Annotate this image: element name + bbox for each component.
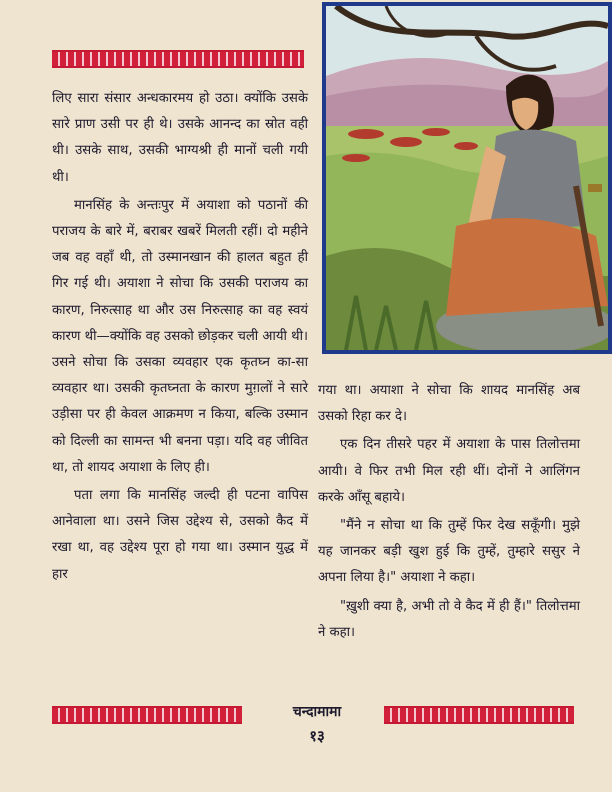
right-paragraph-3: "मैंने न सोचा था कि तुम्हें फिर देख सकूँगी। मुझे यह जानकर बड़ी खुश हुई कि तुम्हें, तुम्हारे ससुर ने अपना लिया है।" अयाशा ने कहा। (318, 518, 580, 586)
illustration-art (326, 6, 608, 350)
left-paragraph-3: पता लगा कि मानसिंह जल्दी ही पटना वापिस आनेवाला था। उसने जिस उद्देश्य से, उसको कैद में रखा था, वह उद्देश्य पूरा हो गया था। उस्मान युद्ध में हार (52, 488, 308, 582)
right-text-column (318, 378, 580, 648)
left-text-column (52, 86, 308, 590)
left-paragraph-2: मानसिंह के अन्तःपुर में अयाशा को पठानों की पराजय के बारे में, बराबर खबरें मिलती रहीं। दो महीने जब वह वहाँ थी, तो उस्मानखान की हालत बहुत ही गिर गई थी। अयाशा ने सोचा कि उसकी पराजय का कारण, निरुत्साह था और उस निरुत्साह का वह स्वयं कारण थी—क्योंकि वह उसको छोड़कर चली आयी थी। उसने सोचा कि उसका व्यवहार एक कृतघ्न का-सा व्यवहार था। उसकी कृतघ्नता के कारण मुग़लों ने सारे उड़ीसा पर ही केवल आक्रमण न किया, बल्कि उस्मान को दिल्ली का सामन्त भी बनना पड़ा। यदि वह जीवित था, तो शायद अयाशा के लिए ही। (52, 197, 308, 475)
right-paragraph-2: एक दिन तीसरे पहर में अयाशा के पास तिलोत्तमा आयी। वे फिर तभी मिल रही थीं। दोनों ने आलिंगन करके आँसू बहाये। (318, 437, 580, 505)
decorative-border-bottom-left (52, 706, 242, 724)
right-paragraph-4: "ख़ुशी क्या है, अभी तो वे कैद में ही हैं।" तिलोत्तमा ने कहा। (318, 598, 580, 640)
left-paragraph-1: लिए सारा संसार अन्धकारमय हो उठा। क्योंकि उसके सारे प्राण उसी पर ही थे। उसके आनन्द का स्रोत वही थी। उसके साथ, उसकी भाग्यश्री ही मानों चली गयी थी। (52, 91, 308, 185)
decorative-border-bottom-right (384, 706, 574, 724)
magazine-name: चन्दामामा (292, 704, 342, 720)
page-number: १३ (309, 727, 325, 745)
decorative-border-top (52, 50, 304, 68)
right-paragraph-1: गया था। अयाशा ने सोचा कि शायद मानसिंह अब उसको रिहा कर दे। (318, 383, 580, 425)
story-illustration (322, 2, 612, 354)
